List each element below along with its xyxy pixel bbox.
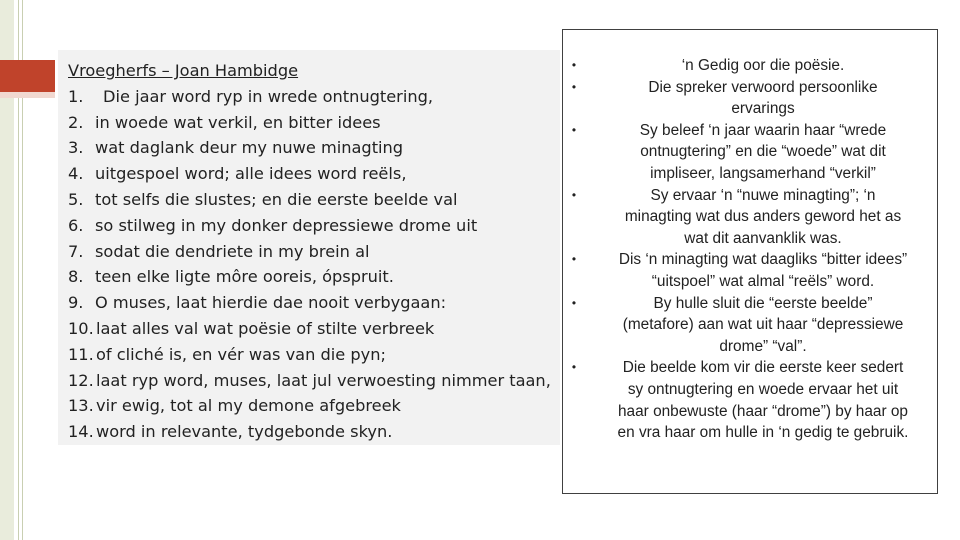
bullet-icon: • (571, 79, 577, 94)
poem-line (68, 213, 551, 239)
poem-line-number: 9. (68, 293, 84, 313)
commentary-text: wat dit aanvanklik was. (684, 229, 842, 247)
poem-line (68, 316, 551, 342)
commentary-text: (metafore) aan wat uit haar “depressiewe (622, 316, 904, 334)
bullet-icon: • (571, 295, 577, 310)
poem-line-number: 8. (68, 267, 84, 287)
poem-line-number: 1. (68, 86, 84, 106)
poem-line-number: 7. (68, 241, 84, 261)
poem-line (68, 110, 551, 136)
commentary-list (562, 55, 938, 444)
commentary-text: “uitspoel” wat almal “reëls” word. (651, 272, 875, 290)
commentary-item (562, 293, 938, 358)
poem-line-number: 3. (68, 138, 84, 158)
poem-line-number: 13. (68, 396, 94, 416)
commentary-text: drome” “val”. (719, 337, 807, 355)
poem-line (68, 393, 551, 419)
poem-line-number: 11. (68, 344, 94, 364)
poem-line-text: vir ewig, tot al my demone afgebreek (96, 396, 401, 416)
poem-line-text: of cliché is, en vér was van die pyn; (96, 344, 386, 364)
commentary-text: minagting wat dus anders geword het as (624, 208, 902, 226)
poem-line-text: wat daglank deur my nuwe minagting (95, 138, 404, 158)
poem-line-number: 10. (68, 318, 94, 338)
poem-line-text: O muses, laat hierdie dae nooit verbygaan: (95, 293, 447, 313)
commentary-text: ontnugtering” en die “woede” wat dit (640, 143, 886, 161)
poem-line (68, 239, 551, 265)
poem-line-text: in woede wat verkil, en bitter idees (95, 112, 381, 132)
commentary-text: sy ontnugtering en woede ervaar het uit (627, 380, 899, 398)
poem-line (68, 290, 551, 316)
bullet-icon: • (571, 58, 577, 72)
poem-line (68, 368, 551, 394)
poem-title: Vroegherfs – Joan Hambidge (68, 61, 299, 80)
bullet-icon: • (571, 360, 577, 375)
bullet-icon: • (571, 122, 577, 137)
poem-line-number: 12. (68, 370, 94, 390)
poem-line (68, 135, 551, 161)
poem-line (68, 84, 551, 110)
poem (68, 58, 551, 445)
poem-line-text: uitgespoel word; alle idees word reëls, (95, 164, 407, 184)
poem-line-text: so stilweg in my donker depressiewe drome uit (95, 215, 478, 235)
poem-line (68, 264, 551, 290)
poem-line (68, 342, 551, 368)
poem-lines (68, 84, 551, 445)
poem-line-text: sodat die dendriete in my brein al (95, 241, 370, 261)
commentary-item (562, 120, 938, 185)
commentary-text: Dis ‘n minagting wat daagliks “bitter idees” (618, 251, 908, 269)
commentary-text: Sy beleef ‘n jaar waarin haar “wrede (639, 121, 887, 139)
commentary-text: Die spreker verwoord persoonlike (648, 78, 878, 96)
poem-line-text: laat ryp word, muses, laat jul verwoesting nimmer taan, (96, 370, 551, 390)
commentary-text: Sy ervaar ‘n “nuwe minagting”; ‘n (650, 186, 876, 204)
poem-line (68, 419, 551, 445)
poem-line (68, 161, 551, 187)
poem-line-number: 6. (68, 215, 84, 235)
bullet-icon: • (571, 252, 577, 267)
poem-line-number: 5. (68, 189, 84, 209)
commentary-text: impliseer, langsamerhand “verkil” (650, 164, 876, 182)
accent-block (0, 60, 55, 92)
poem-line-text: word in relevante, tydgebonde skyn. (96, 422, 393, 442)
commentary-text: en vra haar om hulle in ‘n gedig te gebruik. (617, 424, 909, 442)
poem-line-text: teen elke ligte môre ooreis, ópspruit. (95, 267, 394, 287)
commentary-text: Die beelde kom vir die eerste keer sedert (622, 359, 904, 377)
commentary-text: ‘n Gedig oor die poësie. (681, 57, 845, 74)
poem-line-text: Die jaar word ryp in wrede ontnugtering, (103, 86, 434, 106)
commentary-text: haar onbewuste (haar “drome”) by haar op (617, 402, 908, 420)
poem-line-number: 4. (68, 164, 84, 184)
poem-line-number: 14. (68, 422, 94, 442)
commentary-text: By hulle sluit die “eerste beelde” (653, 294, 873, 312)
poem-line-number: 2. (68, 112, 84, 132)
poem-line (68, 187, 551, 213)
commentary-item (562, 249, 938, 292)
bullet-icon: • (571, 187, 577, 202)
commentary-item (562, 185, 938, 250)
poem-line-text: laat alles val wat poësie of stilte verbreek (96, 318, 435, 338)
poem-line-text: tot selfs die slustes; en die eerste beelde val (95, 189, 458, 209)
commentary-item (562, 357, 938, 443)
commentary-item (562, 55, 938, 77)
commentary-text: ervarings (731, 100, 795, 118)
commentary-item (562, 77, 938, 120)
